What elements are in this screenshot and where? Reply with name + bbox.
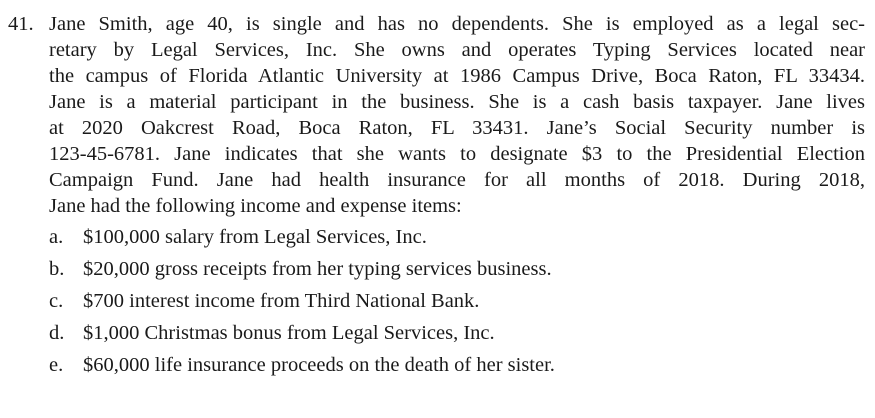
problem-number: 41. [8,13,34,35]
problem-text-line: 123-45-6781. Jane indicates that she wants to designate $3 to the Presidential Election [49,143,865,165]
list-item [49,224,427,250]
problem-text-line: at 2020 Oakcrest Road, Boca Raton, FL 33431. Jane’s Social Security number is [49,117,865,139]
problem-text-line: Jane Smith, age 40, is single and has no dependents. She is employed as a legal sec- [49,13,865,35]
list-item [49,352,555,378]
problem-text-line: Jane had the following income and expense items: [49,195,462,217]
list-item-letter: c. [49,290,64,312]
problem-text-line: retary by Legal Services, Inc. She owns and operates Typing Services located near [49,39,865,61]
list-item-letter: a. [49,226,64,248]
list-item-text: $1,000 Christmas bonus from Legal Services, Inc. [83,322,495,344]
list-item [49,320,495,346]
problem-text-line: Campaign Fund. Jane had health insurance for all months of 2018. During 2018, [49,169,865,191]
list-item-letter: e. [49,354,64,376]
problem-text-line: the campus of Florida Atlantic University at 1986 Campus Drive, Boca Raton, FL 33434. [49,65,865,87]
list-item-text: $700 interest income from Third National Bank. [83,290,480,312]
list-item-letter: b. [49,258,65,280]
problem-text-line: Jane is a material participant in the business. She is a cash basis taxpayer. Jane lives [49,91,865,113]
list-item-text: $60,000 life insurance proceeds on the death of her sister. [83,354,555,376]
list-item-letter: d. [49,322,65,344]
list-item-text: $20,000 gross receipts from her typing services business. [83,258,552,280]
list-item [49,256,552,282]
list-item-text: $100,000 salary from Legal Services, Inc. [83,226,427,248]
list-item [49,288,479,314]
